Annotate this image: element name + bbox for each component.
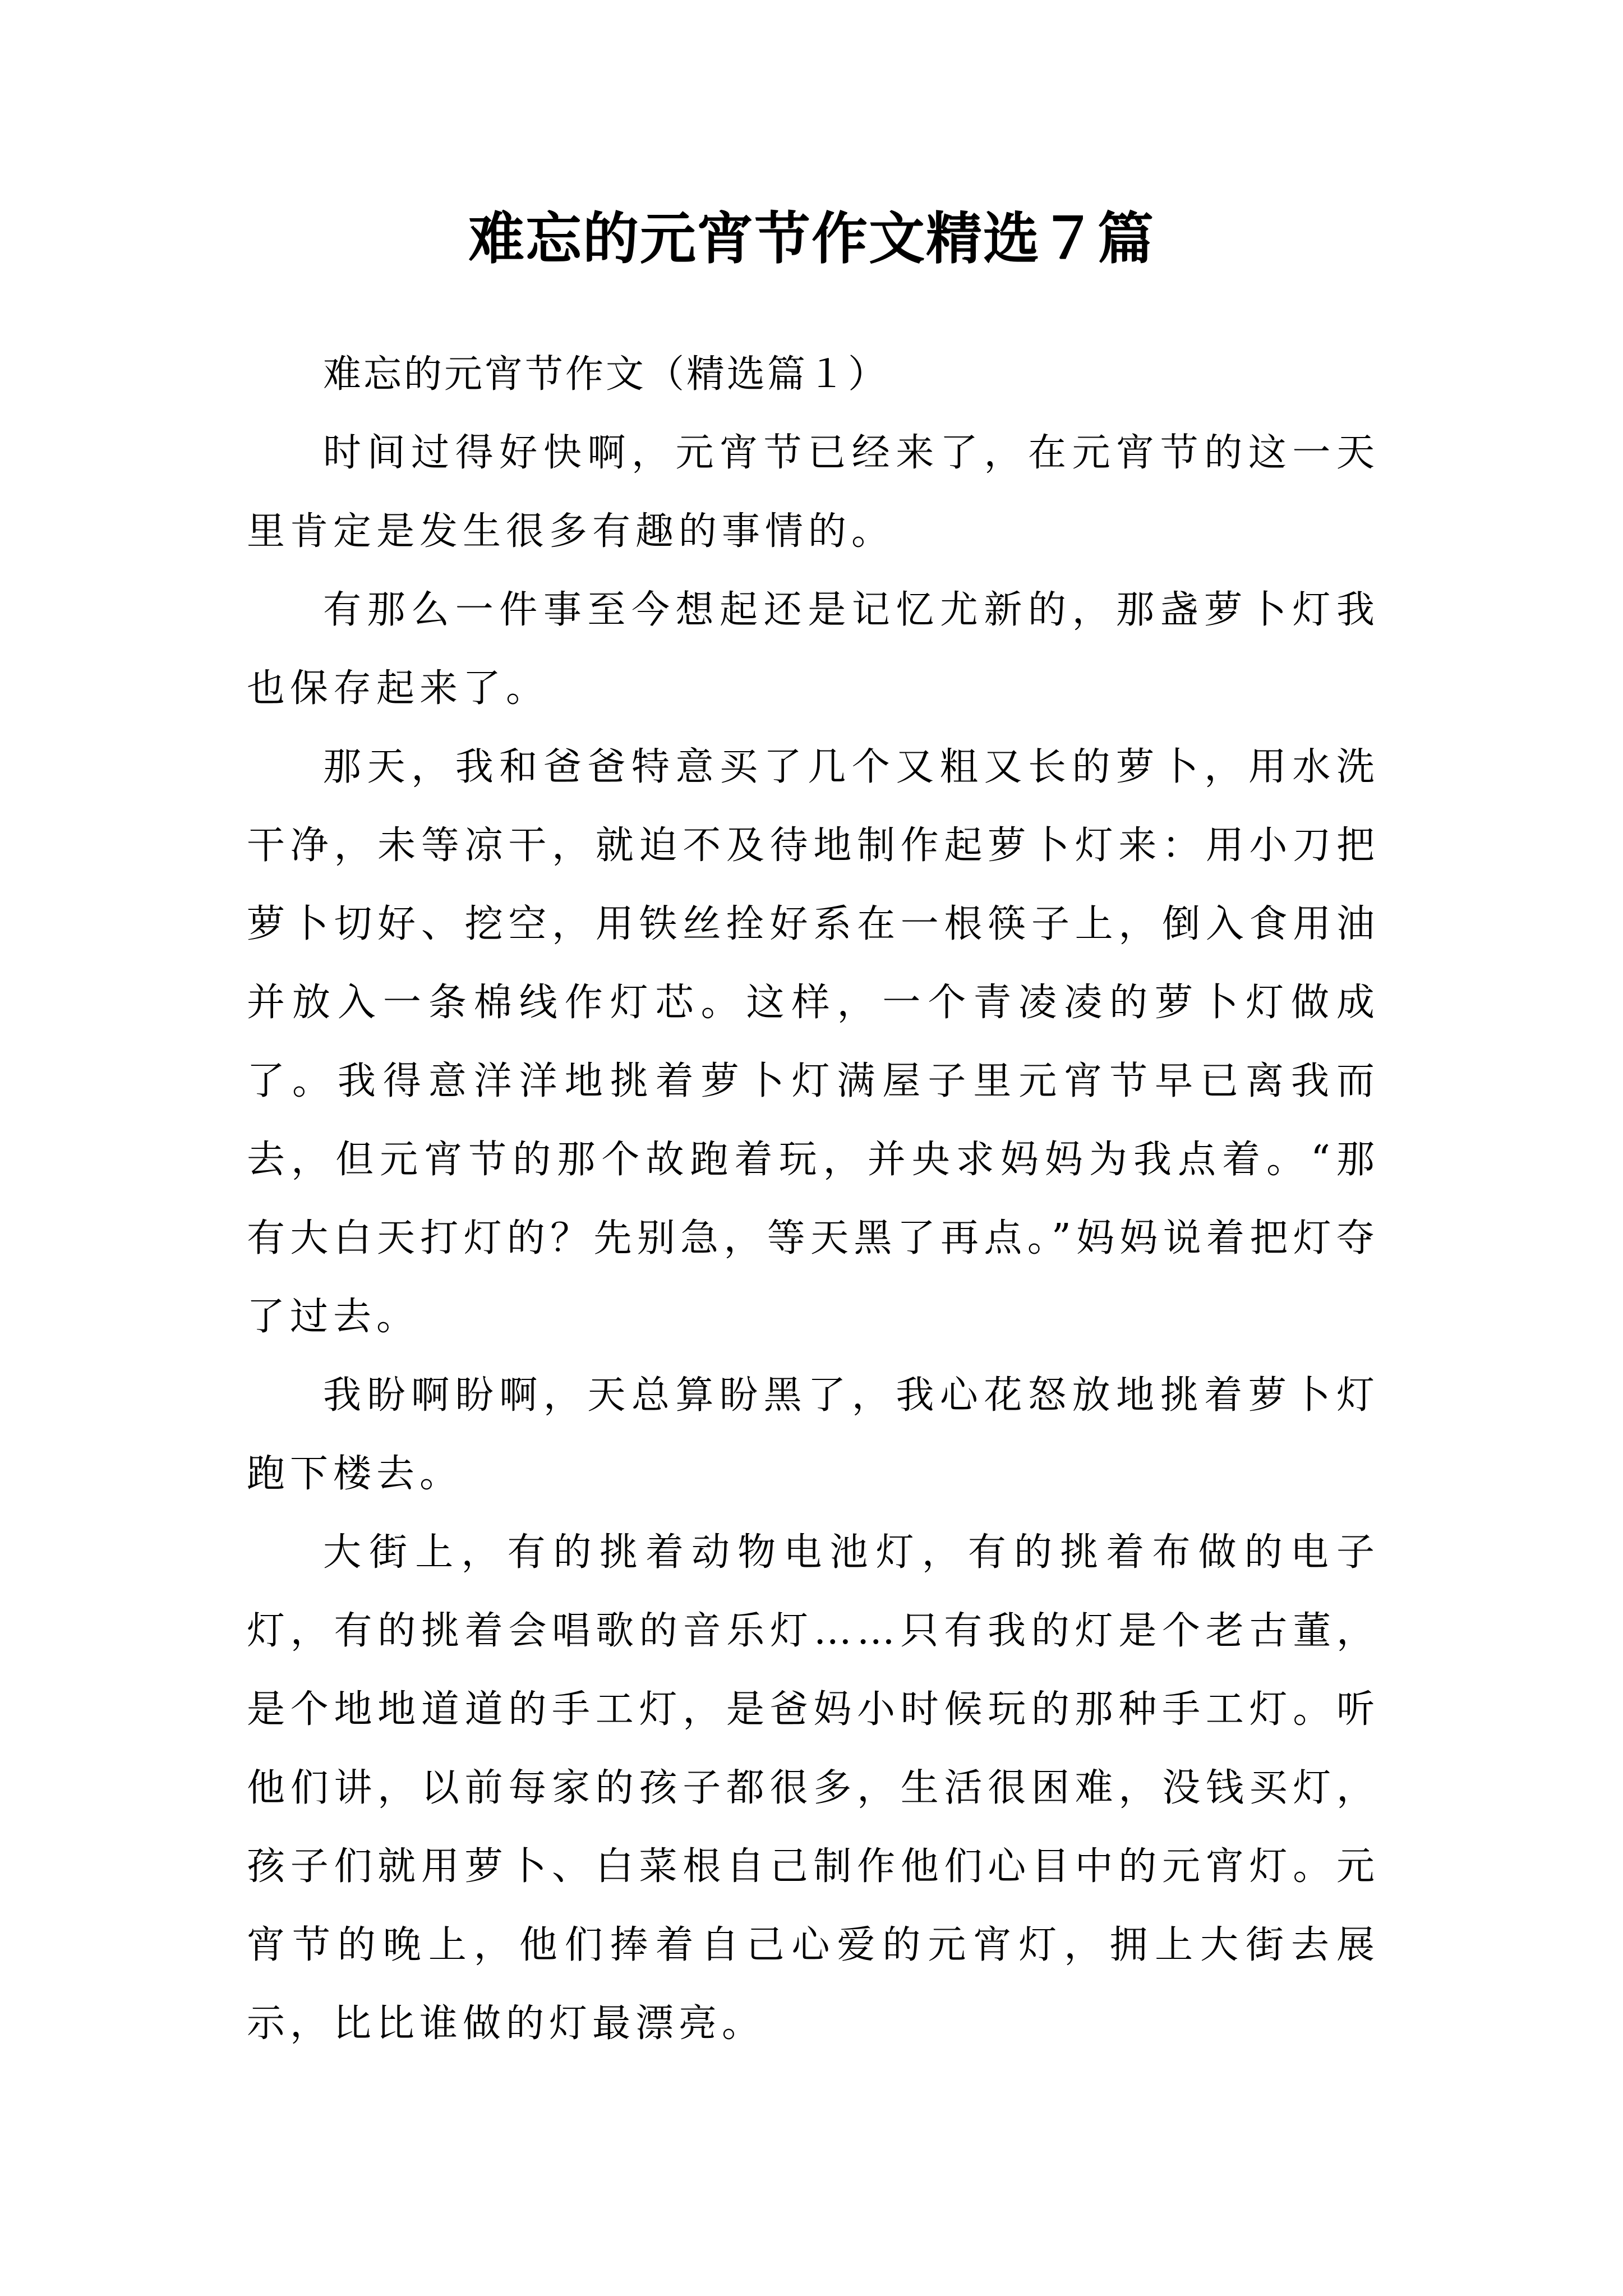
section-heading: 难忘的元宵节作文（精选篇１） <box>323 352 889 397</box>
paragraph: 大街上，有的挑着动物电池灯，有的挑着布做的电子灯，有的挑着会唱歌的音乐灯……只有我的灯是个老古董，是个地地道道的手工灯，是爸妈小时候玩的那种手工灯。听他们讲，以前每家的孩子都很多，生活很困难，没钱买灯，孩子们就用萝卜、白菜根自己制作他们心目中的元宵灯。元宵节的晚上，他们捧着自己心爱的元宵灯，拥上大街去展示，比比谁做的灯最漂亮。 <box>247 1530 1380 2046</box>
document-body <box>247 335 1380 2063</box>
paragraph: 我盼啊盼啊，天总算盼黑了，我心花怒放地挑着萝卜灯跑下楼去。 <box>247 1373 1380 1496</box>
document-title: 难忘的元宵节作文精选７篇 <box>468 205 1155 272</box>
paragraph: 有那么一件事至今想起还是记忆尤新的，那盏萝卜灯我也保存起来了。 <box>247 588 1380 711</box>
paragraph: 那天，我和爸爸特意买了几个又粗又长的萝卜，用水洗干净，未等凉干，就迫不及待地制作起萝卜灯来：用小刀把萝卜切好、挖空，用铁丝拴好系在一根筷子上，倒入食用油并放入一条棉线作灯芯。这样，一个青凌凌的萝卜灯做成了。我得意洋洋地挑着萝卜灯满屋子里元宵节早已离我而去，但元宵节的那个故跑着玩，并央求妈妈为我点着。“那有大白天打灯的？先别急，等天黑了再点。”妈妈说着把灯夺了过去。 <box>247 745 1380 1339</box>
paragraph: 时间过得好快啊，元宵节已经来了，在元宵节的这一天里肯定是发生很多有趣的事情的。 <box>247 431 1380 554</box>
